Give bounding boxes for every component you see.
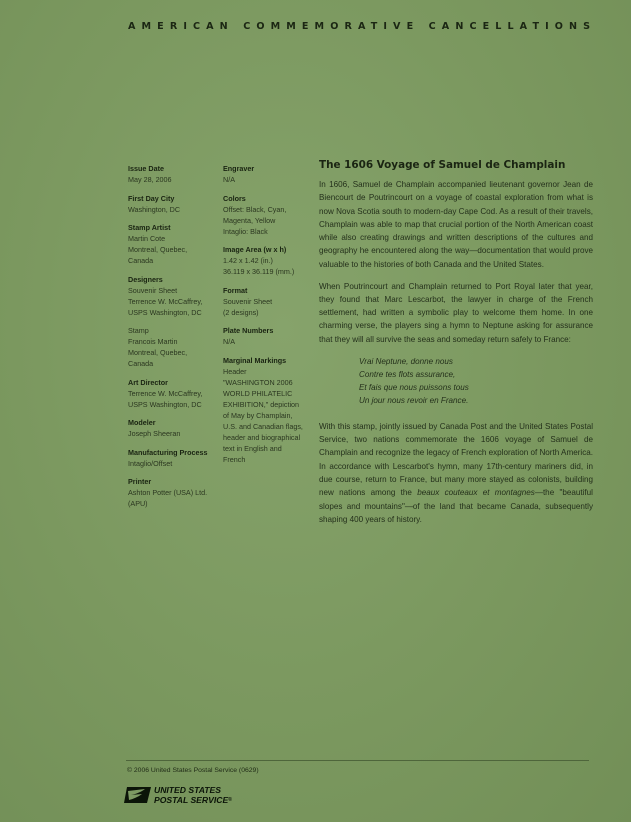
detail-value: Washington, DC [128,204,181,214]
article-paragraph-1: In 1606, Samuel de Champlain accompanied lieutenant governor Jean de Biencourt de Poutrincourt on a voyage of coastal exploration from what is now Nova Scotia south to modern-day Cape Cod. As a result of their travels, Champlain was able to map that crucial portion of the North American coast while also creating drawings and written descriptions of the cultures and geography he encountered along the way—documentation that would prove valuable to the histories of both Canada and the United States. [319,180,593,269]
detail-value: 1.42 x 1.42 (in.) 36.119 x 36.119 (mm.) [223,256,295,276]
paragraph-text: With this stamp, jointly issued by Canada Post and the United States Postal Service, two nations commemorate the 1606 voyage of Samuel de Champlain and recognize the legacy of French exploration of North America. In accordance with Lescarbot's hymn, many 17th-century mariners did, in due course, return to France, but many more stayed as colonists, building new nations among the [319,421,593,498]
detail-engraver [223,163,311,185]
logo-line-2: POSTAL SERVICE® [154,794,232,805]
detail-value: Stamp Francois Martin Montreal, Quebec, Canada [128,326,188,368]
hymn-verse [359,355,593,408]
detail-designers-stamp [128,325,218,369]
paragraph-italic-phrase: beaux couteaux et montagnes [417,488,535,498]
footer-divider [126,760,589,761]
detail-stamp-artist [128,222,218,266]
detail-label: Manufacturing Process [128,447,208,457]
hymn-line: Contre tes flots assurance, [359,369,456,379]
detail-marginal-markings [223,355,311,465]
detail-value: Joseph Sheeran [128,429,181,438]
detail-value: Offset: Black, Cyan, Magenta, Yellow Intaglio: Black [223,204,287,236]
detail-issue-date [128,163,218,185]
detail-label: First Day City [128,193,175,203]
detail-value: N/A [223,175,235,184]
detail-label: Marginal Markings [223,355,287,365]
detail-colors [223,193,311,237]
registered-mark: ® [228,796,232,803]
detail-label: Colors [223,193,246,203]
article [319,159,593,535]
detail-value: Header "WASHINGTON 2006 WORLD PHILATELIC EXHIBITION," depiction of May by Champlain, U.S. and Canadian flags, header and biographical text in English and French [223,366,303,464]
detail-label: Stamp Artist [128,223,171,232]
hymn-line: Et fais que nous puissons tous [359,383,469,393]
usps-wordmark [154,786,232,805]
detail-format [223,285,311,318]
hymn-line: Un jour nous revoir en France. [359,396,469,406]
detail-value: Intaglio/Offset [128,458,173,468]
detail-value: May 28, 2006 [128,175,172,184]
detail-label: Format [223,285,248,295]
paragraph-text: —the "beautiful slopes and mountains"—of the land that became Canada, subsequently shaping 400 years of history. [319,488,593,524]
detail-label: Modeler [128,418,156,427]
article-paragraph-3 [319,420,593,526]
detail-label: Plate Numbers [223,326,274,335]
detail-art-director [128,377,218,410]
copyright-notice: © 2006 United States Postal Service (0629) [127,767,259,774]
detail-designers [128,274,218,318]
detail-label: Printer [128,477,152,486]
page-header: AMERICAN COMMEMORATIVE CANCELLATIONS [128,21,597,32]
detail-value: Terrence W. McCaffrey, USPS Washington, DC [128,388,203,409]
detail-label: Art Director [128,377,168,387]
article-paragraph-2: When Poutrincourt and Champlain returned to Port Royal later that year, they found that Marc Lescarbot, the lawyer in charge of the French settlement, had written a symbolic play to welcome them home. In one charming verse, the players sing a hymn to Neptune asking for assurance that they will all survive the seas and someday return safely to France: [319,281,593,344]
eagle-icon [124,785,152,805]
hymn-line: Vrai Neptune, donne nous [359,356,453,366]
detail-value: Martin Cote Montreal, Quebec, Canada [128,234,188,265]
detail-modeler [128,417,218,439]
detail-image-area [223,244,311,277]
detail-value: Ashton Potter (USA) Ltd. (APU) [128,488,208,508]
usps-logo [124,785,239,807]
logo-line-1: UNITED STATES [154,785,221,795]
detail-first-day-city [128,193,218,215]
details-column-right [223,163,311,472]
detail-manufacturing-process [128,447,218,469]
details-column-left [128,163,218,517]
article-title: The 1606 Voyage of Samuel de Champlain [319,159,566,171]
detail-value: Souvenir Sheet Terrence W. McCaffrey, USPS Washington, DC [128,285,203,317]
detail-label: Designers [128,274,163,284]
detail-printer [128,476,218,509]
detail-label: Issue Date [128,164,164,173]
detail-plate-numbers [223,325,311,347]
detail-value: N/A [223,337,235,346]
detail-label: Image Area (w x h) [223,245,287,254]
detail-value: Souvenir Sheet (2 designs) [223,296,273,317]
detail-label: Engraver [223,164,255,173]
